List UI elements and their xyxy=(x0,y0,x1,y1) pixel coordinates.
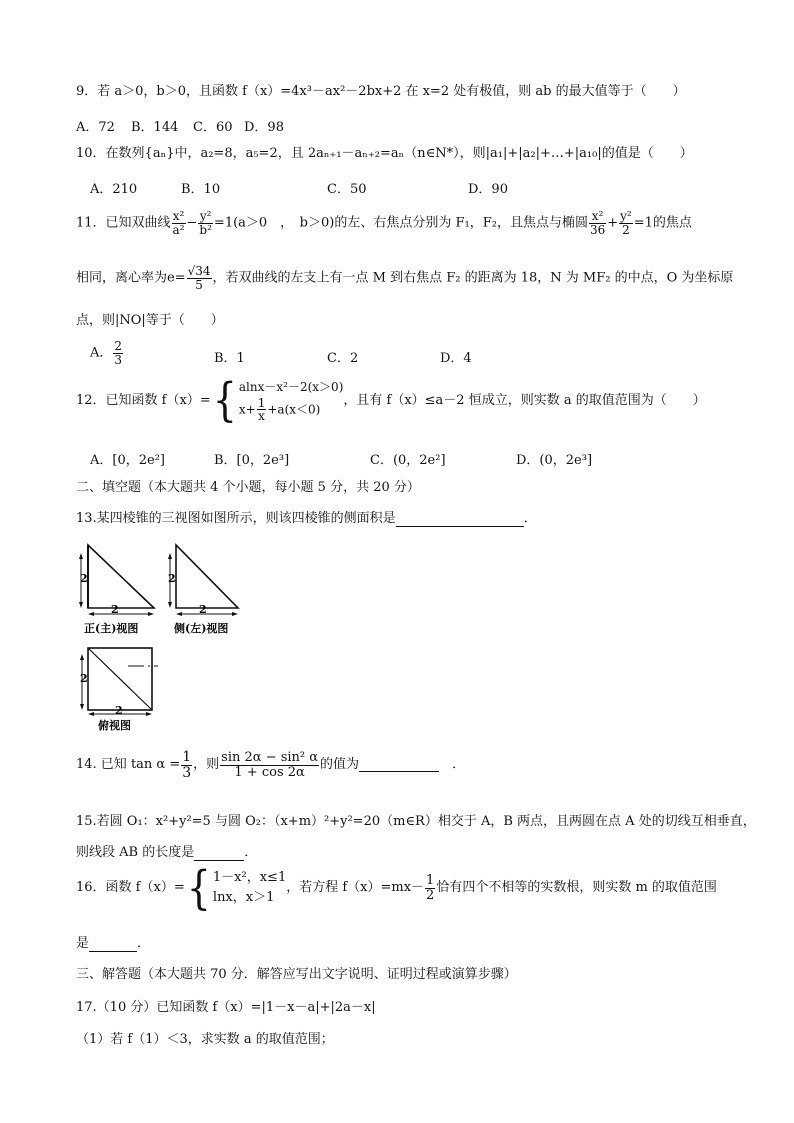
q12-option-a: A．[0，2e²] xyxy=(90,453,165,468)
q12-stem: 12．已知函数 f（x）={ alnx－x²－2(x＞0) x+ $\frac{1}{x}$ +a(x＜0) ，且有 f（x）≤a－2 恒成立，则实数 a 的取值范围为（ ） xyxy=(76,373,706,427)
fraction: $\frac{\text{y²}}{\text{b²}}$ xyxy=(199,209,212,237)
answer-blank xyxy=(194,848,244,861)
fraction: $\frac{\text{x²}}{\text{a²}}$ xyxy=(172,209,185,237)
q12-option-c: C．(0，2e²] xyxy=(370,453,446,468)
top-view-figure xyxy=(78,644,168,736)
q15-line-2: 则线段 AB 的长度是 ． xyxy=(76,845,258,860)
fraction: $\frac{1}{3}$ xyxy=(182,749,192,781)
q9-option-b: B．144 xyxy=(131,120,179,135)
q12-option-d: D．(0，2e³] xyxy=(516,453,593,468)
q11-option-b: B．1 xyxy=(214,351,245,366)
q9-option-a: A．72 xyxy=(76,120,115,135)
fraction: $\frac{1}{2}$ xyxy=(426,873,435,903)
dim-label: 2 xyxy=(111,603,119,616)
q17-part-1: （1）若 f（1）＜3，求实数 a 的取值范围； xyxy=(76,1032,334,1047)
q9-option-d: D．98 xyxy=(244,120,284,135)
q15-line-1: 15.若圆 O₁：x²+y²=5 与圆 O₂：（x+m）²+y²=20（m∈R）相交于 A，B 两点，且两圆在点 A 处的切线互相垂直， xyxy=(76,814,756,829)
q16-stem: 16．函数 f（x）={ 1－x²，x≤1 lnx，x＞1 ，若方程 f（x）=mx－ $\frac{1}{2}$ 恰有四个不相等的实数根，则实数 m 的取值范围 xyxy=(76,861,717,915)
dim-label: 2 xyxy=(115,704,123,717)
fraction: $\frac{\text{y²}}{2}$ xyxy=(620,209,632,237)
front-view-label: 正(主)视图 xyxy=(84,622,139,635)
answer-blank xyxy=(89,939,137,952)
q11-option-a: A． $\frac{2}{3}$ xyxy=(90,339,123,367)
q13-stem: 13.某四棱锥的三视图如图所示，则该四棱锥的侧面积是 ． xyxy=(76,511,537,526)
section-2-heading: 二、填空题（本大题共 4 个小题，每小题 5 分，共 20 分） xyxy=(76,480,420,495)
piecewise-cases: 1－x²，x≤1 lnx，x＞1 xyxy=(212,870,287,906)
q11-line-2: 相同，离心率为e= $\frac{√34}{5}$ ，若双曲线的左支上有一点 M 到右焦点 F₂ 的距离为 18，N 为 MF₂ 的中点，O 为坐标原 xyxy=(76,264,734,292)
q11-line-1: 11．已知双曲线 $\frac{\text{x²}}{\text{a²}}$ − $\frac{\text{y²}}{\text{b²}}$ =1(a＞0 ， b＞0)的左、右焦点分别为 F₁，F₂，且焦点与椭圆 $\frac{\text{x²}}{36}$ + $\frac{\text{y²}}{2}$ =1的焦点 xyxy=(76,209,692,237)
fraction: $\frac{√34}{5}$ xyxy=(187,264,211,292)
dim-label: 2 xyxy=(199,603,207,616)
q14-stem: 14. 已知 tan α = $\frac{1}{3}$ ，则 $\frac{\text{sin 2α − sin² α}}{1 + \cos 2\alpha}$ 的值为 ． xyxy=(76,749,466,781)
q11-option-c: C．2 xyxy=(327,351,359,366)
left-brace: { xyxy=(212,373,237,427)
dim-label: 2 xyxy=(168,572,176,585)
q16-line-2: 是 ． xyxy=(76,936,151,951)
side-view-label: 侧(左)视图 xyxy=(174,622,229,635)
q11-line-3: 点，则|NO|等于（ ） xyxy=(76,313,224,328)
dim-label: 2 xyxy=(80,672,88,685)
dim-label: 2 xyxy=(80,572,88,585)
q11-option-d: D．4 xyxy=(440,351,472,366)
answer-blank xyxy=(396,514,524,527)
left-brace: { xyxy=(186,861,211,915)
q9-option-c: C．60 xyxy=(193,120,233,135)
top-view-label: 俯视图 xyxy=(98,719,131,732)
fraction: $\frac{\text{x²}}{36}$ xyxy=(589,209,606,237)
piecewise-cases: alnx－x²－2(x＞0) x+ $\frac{1}{x}$ +a(x＜0) xyxy=(238,380,344,424)
q10-option-b: B．10 xyxy=(181,182,221,197)
q10-option-a: A．210 xyxy=(90,182,138,197)
q10-stem: 10．在数列{aₙ}中，a₂=8，a₅=2，且 2aₙ₊₁－aₙ₊₂=aₙ（n∈N*），则|a₁|+|a₂|+…+|a₁₀|的值是（ ） xyxy=(76,146,693,161)
q17-stem: 17.（10 分）已知函数 f（x）=|1－x－a|+|2a－x| xyxy=(76,1000,376,1015)
fraction: $\frac{\text{sin 2α − sin² α}}{1 + \cos 2\alpha}$ xyxy=(221,750,319,780)
q9-stem: 9．若 a＞0，b＞0，且函数 f（x）=4x³－ax²－2bx+2 在 x=2 处有极值，则 ab 的最大值等于（ ） xyxy=(76,84,686,99)
section-3-heading: 三、解答题（本大题共 70 分．解答应写出文字说明、证明过程或演算步骤） xyxy=(76,967,517,982)
fraction: $\frac{2}{3}$ xyxy=(114,339,123,367)
q10-option-d: D．90 xyxy=(468,182,508,197)
q12-option-b: B．[0，2e³] xyxy=(214,453,290,468)
q10-option-c: C．50 xyxy=(327,182,367,197)
front-view-figure xyxy=(78,540,160,640)
side-view-figure xyxy=(166,540,248,640)
answer-blank xyxy=(359,759,439,772)
